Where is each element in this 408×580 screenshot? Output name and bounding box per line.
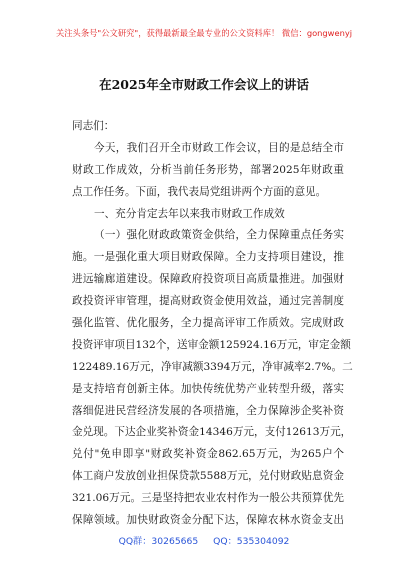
paragraph-line: 保障领域。加快财政资金分配下达，保障农林水资金支出 bbox=[72, 514, 344, 527]
paragraph-line: 点工作任务。下面，我代表局党组讲两个方面的意见。 bbox=[72, 185, 327, 198]
promo-banner: 关注头条号"公文研究"，获得最新最全最专业的公文资料库！ 微信：gongwenyj bbox=[55, 28, 353, 38]
paragraph-line: 122489.16万元，净审减额3394万元，净审减率2.7%。二 bbox=[72, 360, 353, 373]
paragraph-line: 进远输廊道建设。保障政府投资项目高质量推进。加强财 bbox=[72, 273, 344, 286]
qq-contact-label: QQ：535304092 bbox=[213, 536, 290, 547]
section-heading: 一、充分肯定去年以来我市财政工作成效 bbox=[94, 207, 285, 220]
paragraph-line: 兑付"免申即享"财政奖补资金862.65万元，为265户个 bbox=[72, 448, 344, 461]
qq-group-label: QQ群：30265665 bbox=[118, 536, 199, 547]
contact-footer bbox=[0, 533, 408, 547]
paragraph-line: （一）强化财政政策资金供给，全力保障重点任务实 bbox=[94, 229, 344, 242]
salutation: 同志们： bbox=[72, 120, 115, 132]
paragraph-line: 体工商户发放创业担保贷款5588万元，兑付财政贴息资金 bbox=[72, 470, 344, 483]
paragraph-line: 财政工作成效，分析当前任务形势，部署2025年财政重 bbox=[72, 163, 344, 176]
paragraph-line: 今天，我们召开全市财政工作会议，目的是总结全市 bbox=[94, 141, 344, 154]
document-title: 在2025年全市财政工作会议上的讲话 bbox=[99, 77, 309, 92]
paragraph-line: 政投资评审管理，提高财政资金使用效益，通过完善制度 bbox=[72, 295, 344, 308]
document-body bbox=[72, 116, 353, 532]
paragraph-line: 施。一是强化重大项目财政保障。全力支持项目建设，推 bbox=[72, 251, 344, 264]
paragraph-line: 落细促进民营经济发展的各项措施，全力保障涉企奖补资 bbox=[72, 404, 344, 417]
paragraph-line: 投资评审项目132个，送审金额125924.16万元，审定金额 bbox=[72, 338, 351, 351]
paragraph-line: 强化监管、优化服务，全力提高评审工作质效。完成财政 bbox=[72, 317, 344, 330]
paragraph-line: 是支持培育创新主体。加快传统优势产业转型升级，落实 bbox=[72, 382, 344, 395]
paragraph-line: 金兑现。下达企业奖补资金14346万元，支付12613万元， bbox=[72, 426, 352, 439]
paragraph-line: 321.06万元。三是坚持把农业农村作为一般公共预算优先 bbox=[72, 492, 344, 505]
